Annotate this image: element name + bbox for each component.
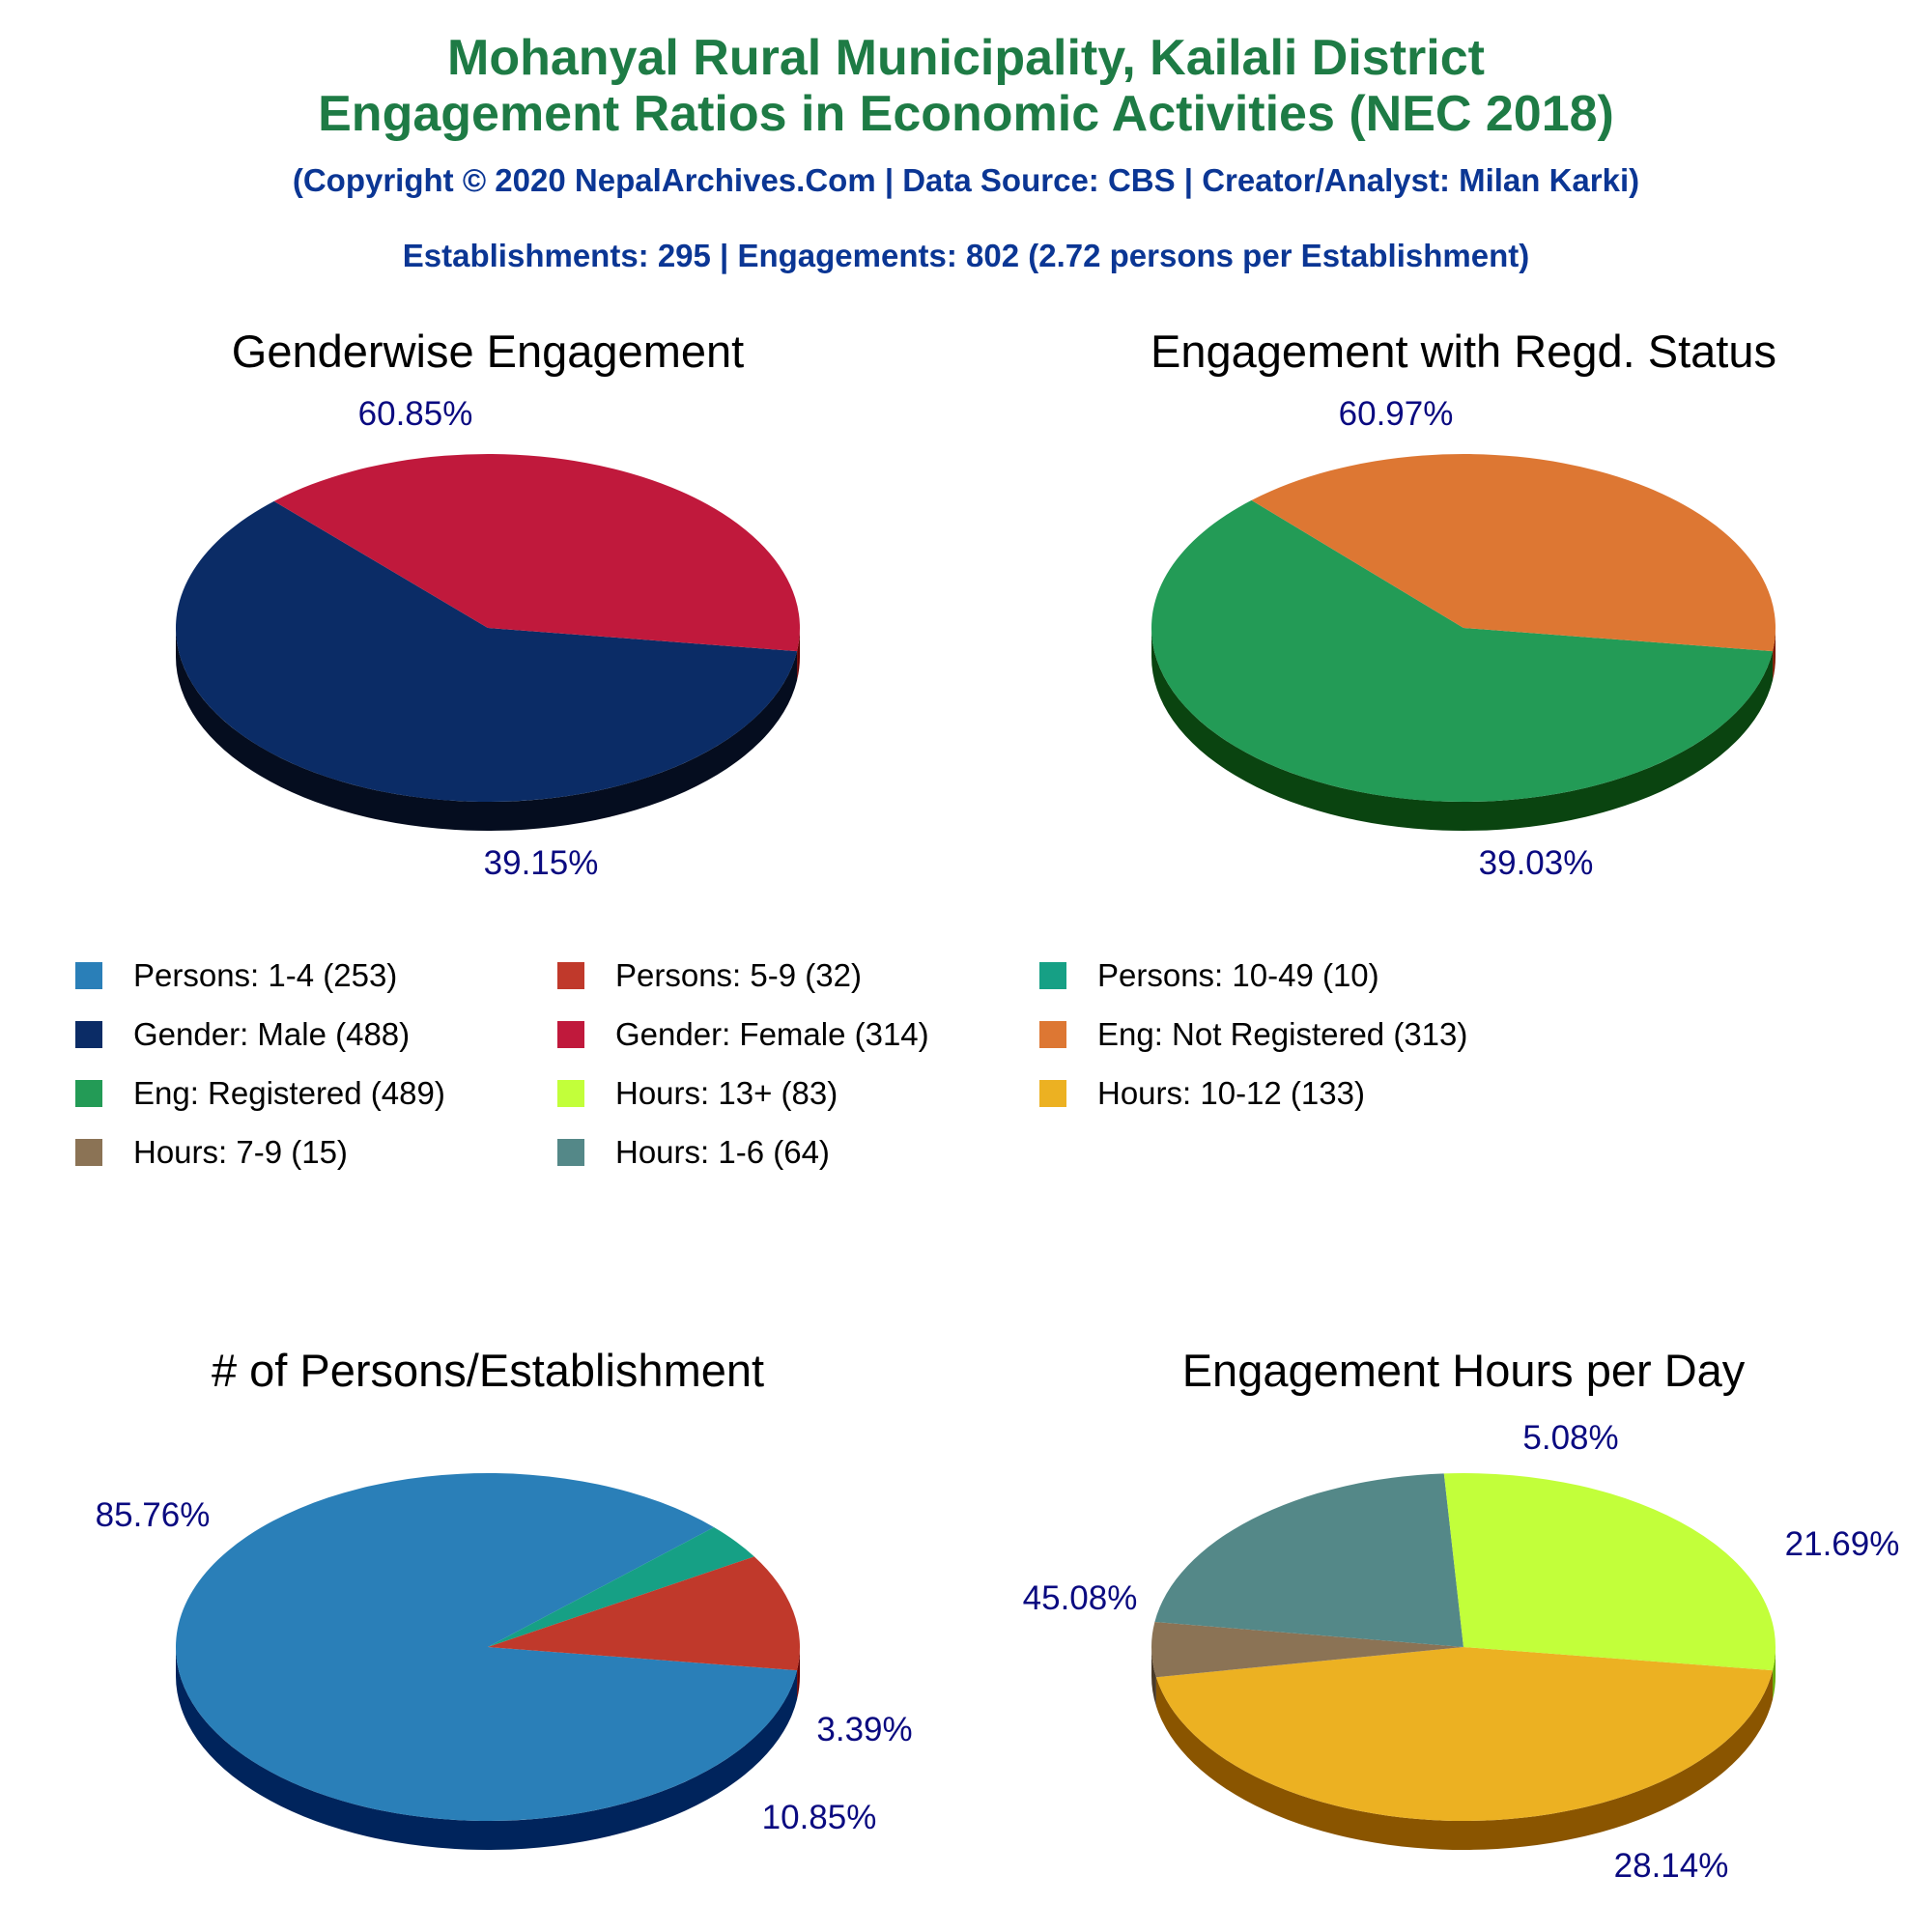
legend-item — [1039, 1015, 1467, 1054]
pie-slice — [1154, 1473, 1463, 1647]
data-label: 39.03% — [1478, 844, 1594, 882]
legend-label: Hours: 1-6 (64) — [615, 1134, 830, 1170]
chart-title: Engagement with Regd. Status — [1151, 326, 1776, 377]
legend-item — [75, 1133, 348, 1172]
chart-title: Engagement Hours per Day — [1181, 1345, 1746, 1396]
data-label: 21.69% — [1784, 1525, 1900, 1563]
legend-item — [557, 956, 862, 995]
legend-label: Hours: 10-12 (133) — [1097, 1075, 1365, 1111]
legend-label: Eng: Registered (489) — [133, 1075, 445, 1111]
legend-item — [1039, 956, 1379, 995]
legend-swatch — [75, 1080, 102, 1107]
legend-label: Persons: 5-9 (32) — [615, 957, 862, 993]
pie-chart-3 — [96, 1345, 913, 1850]
pie-chart-4 — [1023, 1345, 1900, 1885]
legend-swatch — [1039, 962, 1066, 989]
legend-item — [75, 956, 397, 995]
legend-swatch — [1039, 1080, 1066, 1107]
data-label: 5.08% — [1522, 1419, 1619, 1457]
legend-item — [557, 1074, 838, 1113]
data-label: 39.15% — [483, 844, 599, 882]
legend-swatch — [1039, 1021, 1066, 1048]
legend-swatch — [75, 1139, 102, 1166]
legend-swatch — [557, 1080, 584, 1107]
legend-swatch — [557, 1139, 584, 1166]
data-label: 28.14% — [1613, 1847, 1729, 1885]
data-label: 60.85% — [357, 395, 473, 433]
legend-swatch — [557, 962, 584, 989]
legend-label: Hours: 7-9 (15) — [133, 1134, 348, 1170]
legend-swatch — [75, 962, 102, 989]
pie-chart-1 — [176, 326, 800, 882]
chart-title: # of Persons/Establishment — [211, 1345, 765, 1396]
main-title-line-2: Engagement Ratios in Economic Activities (NEC 2018) — [318, 86, 1614, 142]
legend-item — [75, 1015, 410, 1054]
legend-label: Gender: Male (488) — [133, 1016, 411, 1052]
main-title-line-1: Mohanyal Rural Municipality, Kailali District — [447, 30, 1485, 86]
legend-label: Hours: 13+ (83) — [615, 1075, 838, 1111]
data-label: 10.85% — [761, 1799, 877, 1836]
legend-label: Eng: Not Registered (313) — [1097, 1016, 1468, 1052]
legend-swatch — [75, 1021, 102, 1048]
copyright-line: (Copyright © 2020 NepalArchives.Com | Data Source: CBS | Creator/Analyst: Milan Karki) — [292, 162, 1640, 198]
data-label: 45.08% — [1022, 1579, 1138, 1617]
legend-item — [557, 1133, 830, 1172]
establishment-stats: Establishments: 295 | Engagements: 802 (2.72 persons per Establishment) — [402, 238, 1530, 273]
legend-label: Persons: 1-4 (253) — [133, 957, 398, 993]
pie-chart-2 — [1151, 326, 1776, 882]
legend-swatch — [557, 1021, 584, 1048]
legend-item — [75, 1074, 445, 1113]
legend-label: Persons: 10-49 (10) — [1097, 957, 1379, 993]
data-label: 3.39% — [816, 1711, 913, 1748]
legend-item — [557, 1015, 929, 1054]
pie-slice — [1444, 1473, 1776, 1670]
data-label: 85.76% — [95, 1496, 211, 1534]
chart-title: Genderwise Engagement — [231, 326, 745, 377]
legend-label: Gender: Female (314) — [615, 1016, 929, 1052]
data-label: 60.97% — [1338, 395, 1454, 433]
legend-item — [1039, 1074, 1365, 1113]
